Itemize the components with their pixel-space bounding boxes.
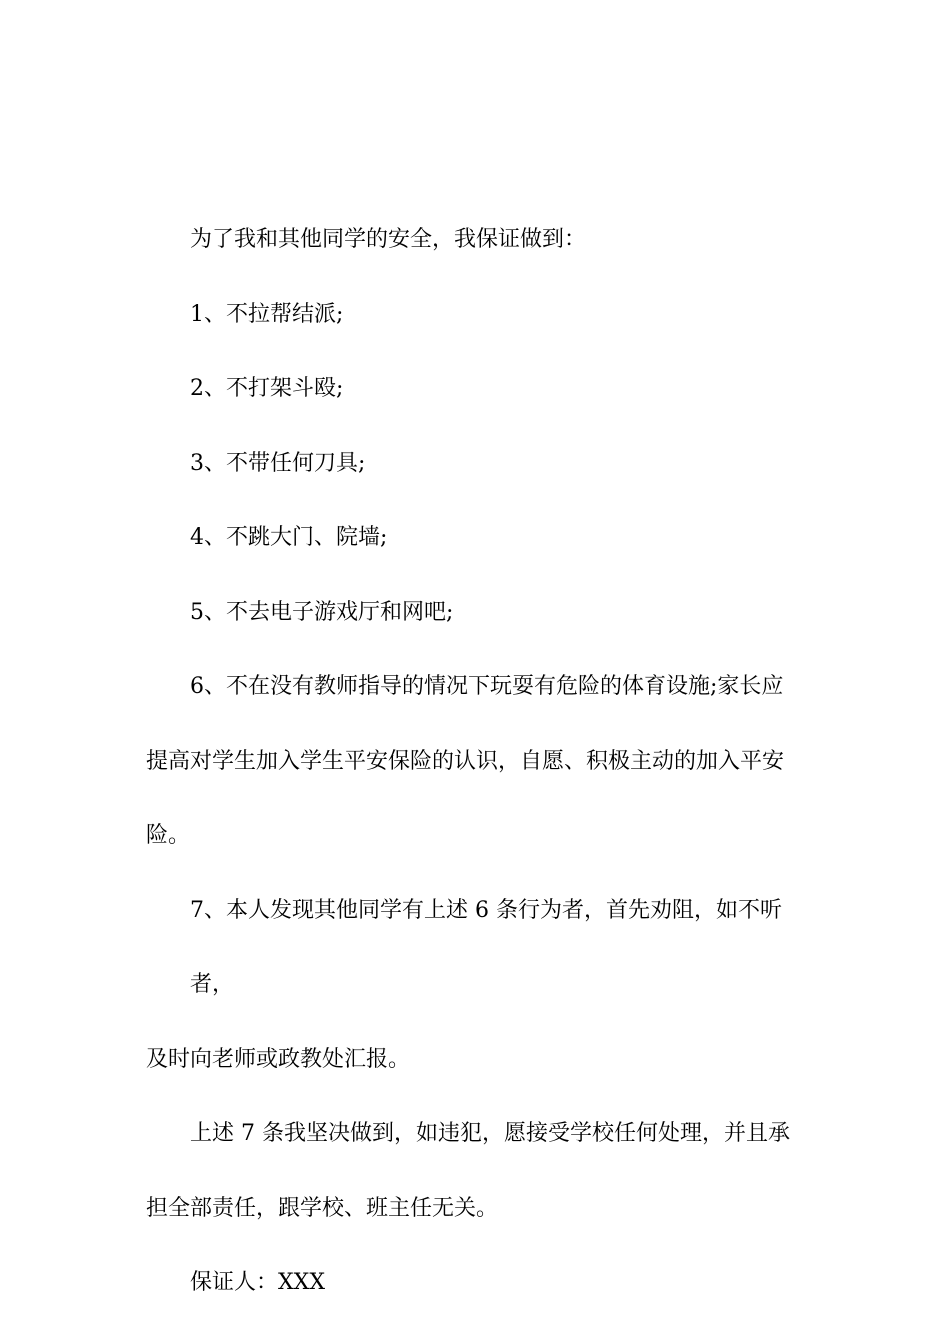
pledge-item-3: 3、不带任何刀具; — [190, 450, 366, 476]
closing-line-1: 上述 7 条我坚决做到，如违犯，愿接受学校任何处理，并且承 — [190, 1121, 790, 1146]
pledge-item-7-line-1: 7、本人发现其他同学有上述 6 条行为者，首先劝阻，如不听者， — [190, 897, 782, 997]
pledge-item-2: 2、不打架斗殴; — [190, 376, 344, 401]
pledge-item-6-line-1: 6、不在没有教师指导的情况下玩耍有危险的体育设施;家长应 — [190, 674, 784, 699]
pledge-item-5: 5、不去电子游戏厅和网吧; — [190, 599, 454, 625]
pledge-item-4: 4、不跳大门、院墙; — [190, 525, 388, 550]
pledge-item-6-line-2: 提高对学生加入学生平安保险的认识，自愿、积极主动的加入平安 — [146, 748, 785, 774]
signature-line: 保证人：XXX — [190, 1270, 325, 1295]
pledge-item-6-line-3: 险。 — [146, 823, 191, 848]
pledge-item-1: 1、不拉帮结派; — [190, 301, 344, 327]
closing-line-2: 担全部责任，跟学校、班主任无关。 — [146, 1195, 499, 1221]
intro-paragraph: 为了我和其他同学的安全，我保证做到： — [190, 227, 587, 252]
pledge-item-7-line-2: 及时向老师或政教处汇报。 — [146, 1046, 411, 1072]
document-body — [146, 203, 818, 1321]
